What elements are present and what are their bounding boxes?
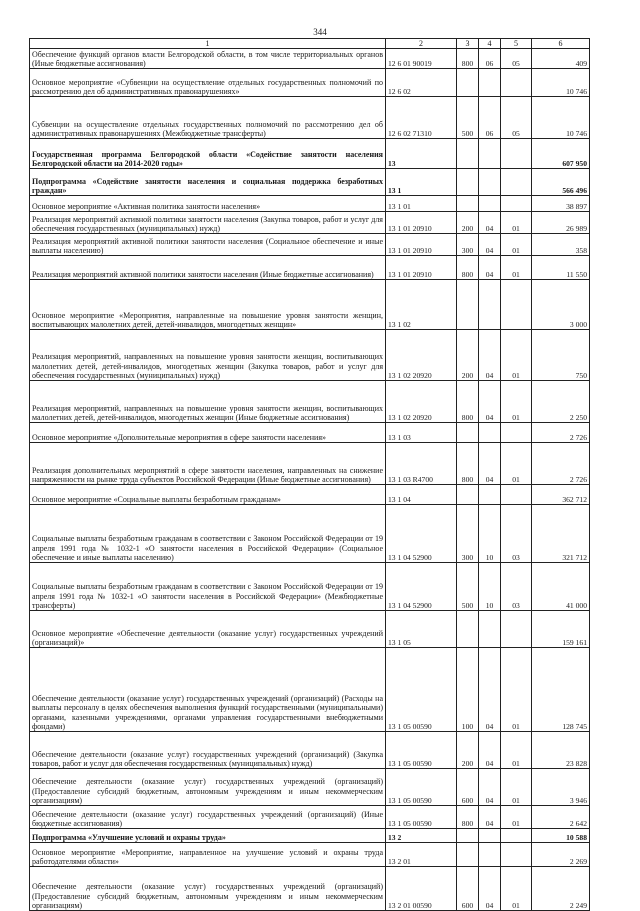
row-subsection-cell (501, 611, 532, 648)
row-subsection-cell: 01 (501, 732, 532, 769)
row-section-cell: 04 (479, 806, 501, 829)
row-name-cell: Социальные выплаты безработным гражданам в соответствии с Законом Российской Федерации от 19 апреля 1991 года № 1032-1 «О занятости населения в Российской Федерации» (Социальное обеспечение и иные выплаты населению) (30, 505, 386, 563)
table-row (30, 485, 590, 505)
row-subsection-cell: 01 (501, 806, 532, 829)
row-subsection-cell: 03 (501, 505, 532, 563)
row-amount-cell: 41 000 (532, 563, 590, 611)
row-code-cell: 13 2 01 (386, 843, 457, 867)
table-row (30, 139, 590, 169)
row-amount-cell: 26 989 (532, 212, 590, 234)
row-code-cell: 13 1 05 00590 (386, 769, 457, 806)
table-row (30, 648, 590, 732)
row-expense-type-cell (457, 485, 479, 505)
row-section-cell: 04 (479, 256, 501, 280)
row-code-cell: 13 1 05 00590 (386, 648, 457, 732)
row-code-cell: 13 1 05 00590 (386, 732, 457, 769)
header-code: 2 (386, 39, 457, 49)
row-code-cell: 12 6 02 (386, 69, 457, 97)
row-code-cell: 13 1 04 52900 (386, 505, 457, 563)
row-subsection-cell: 05 (501, 97, 532, 139)
budget-table (29, 38, 590, 911)
table-row (30, 196, 590, 212)
row-expense-type-cell: 200 (457, 330, 479, 381)
row-section-cell: 10 (479, 505, 501, 563)
row-name-cell: Основное мероприятие «Активная политика занятости населения» (30, 196, 386, 212)
row-subsection-cell (501, 485, 532, 505)
row-code-cell: 13 1 03 (386, 423, 457, 443)
row-expense-type-cell: 800 (457, 49, 479, 69)
row-amount-cell: 3 946 (532, 769, 590, 806)
row-amount-cell: 409 (532, 49, 590, 69)
row-code-cell: 13 (386, 139, 457, 169)
row-subsection-cell (501, 169, 532, 196)
row-subsection-cell: 01 (501, 234, 532, 256)
table-row (30, 443, 590, 485)
row-name-cell: Подпрограмма «Улучшение условий и охраны труда» (30, 829, 386, 843)
row-name-cell: Социальные выплаты безработным гражданам в соответствии с Законом Российской Федерации от 19 апреля 1991 года № 1032-1 «О занятости населения в Российской Федерации» (Межбюджетные трансферты) (30, 563, 386, 611)
row-name-cell: Подпрограмма «Содействие занятости населения и социальная поддержка безработных граждан» (30, 169, 386, 196)
row-section-cell (479, 485, 501, 505)
row-code-cell: 13 1 01 20910 (386, 256, 457, 280)
row-name-cell: Основное мероприятие «Субвенции на осуществление отдельных государственных полномочий по рассмотрению дел об административных правонарушениях» (30, 69, 386, 97)
table-row (30, 169, 590, 196)
row-subsection-cell (501, 280, 532, 330)
row-amount-cell: 159 161 (532, 611, 590, 648)
row-expense-type-cell: 800 (457, 256, 479, 280)
row-name-cell: Государственная программа Белгородской области «Содействие занятости населения Белгородской области на 2014-2020 годы» (30, 139, 386, 169)
row-code-cell: 13 1 02 20920 (386, 330, 457, 381)
row-code-cell: 13 1 01 20910 (386, 212, 457, 234)
row-section-cell: 04 (479, 648, 501, 732)
row-subsection-cell: 01 (501, 256, 532, 280)
row-amount-cell: 2 642 (532, 806, 590, 829)
row-subsection-cell (501, 139, 532, 169)
row-name-cell: Основное мероприятие «Социальные выплаты безработным гражданам» (30, 485, 386, 505)
row-name-cell: Основное мероприятие «Обеспечение деятельности (оказание услуг) государственных учреждений (организаций)» (30, 611, 386, 648)
row-code-cell: 13 1 04 52900 (386, 563, 457, 611)
row-section-cell (479, 843, 501, 867)
row-section-cell: 04 (479, 867, 501, 911)
row-section-cell (479, 196, 501, 212)
row-amount-cell: 10 588 (532, 829, 590, 843)
page-number: 344 (313, 27, 327, 37)
row-amount-cell: 607 950 (532, 139, 590, 169)
row-subsection-cell (501, 843, 532, 867)
row-expense-type-cell (457, 611, 479, 648)
row-section-cell: 04 (479, 732, 501, 769)
row-amount-cell: 38 897 (532, 196, 590, 212)
table-row (30, 423, 590, 443)
row-subsection-cell: 01 (501, 867, 532, 911)
row-subsection-cell: 01 (501, 381, 532, 423)
row-section-cell (479, 139, 501, 169)
row-expense-type-cell: 800 (457, 806, 479, 829)
row-code-cell: 13 1 05 (386, 611, 457, 648)
row-subsection-cell: 01 (501, 648, 532, 732)
row-expense-type-cell: 300 (457, 234, 479, 256)
row-amount-cell: 23 828 (532, 732, 590, 769)
row-expense-type-cell: 500 (457, 97, 479, 139)
row-expense-type-cell: 800 (457, 443, 479, 485)
table-row (30, 234, 590, 256)
header-subsection: 5 (501, 39, 532, 49)
table-row (30, 769, 590, 806)
row-code-cell: 12 6 02 71310 (386, 97, 457, 139)
row-name-cell: Основное мероприятие «Мероприятие, направленное на улучшение условий и охраны труда работодателями области» (30, 843, 386, 867)
row-code-cell: 13 1 01 20910 (386, 234, 457, 256)
table-row (30, 49, 590, 69)
row-code-cell: 13 1 (386, 169, 457, 196)
row-expense-type-cell (457, 69, 479, 97)
row-amount-cell: 321 712 (532, 505, 590, 563)
row-amount-cell: 3 000 (532, 280, 590, 330)
header-section: 4 (479, 39, 501, 49)
row-amount-cell: 2 726 (532, 423, 590, 443)
row-expense-type-cell: 800 (457, 381, 479, 423)
row-section-cell (479, 829, 501, 843)
header-expense-type: 3 (457, 39, 479, 49)
row-name-cell: Основное мероприятие «Дополнительные мероприятия в сфере занятости населения» (30, 423, 386, 443)
row-expense-type-cell: 200 (457, 732, 479, 769)
row-code-cell: 13 2 (386, 829, 457, 843)
row-subsection-cell: 03 (501, 563, 532, 611)
row-name-cell: Обеспечение деятельности (оказание услуг) государственных учреждений (организаций) (Закупка товаров, работ и услуг для обеспечения государственных (муниципальных) нужд) (30, 732, 386, 769)
row-section-cell: 10 (479, 563, 501, 611)
row-section-cell: 06 (479, 49, 501, 69)
table-row (30, 256, 590, 280)
row-subsection-cell (501, 423, 532, 443)
row-section-cell: 04 (479, 443, 501, 485)
row-subsection-cell: 01 (501, 443, 532, 485)
row-section-cell: 04 (479, 234, 501, 256)
table-row (30, 732, 590, 769)
row-expense-type-cell (457, 829, 479, 843)
row-code-cell: 13 1 02 20920 (386, 381, 457, 423)
table-row (30, 212, 590, 234)
row-name-cell: Реализация дополнительных мероприятий в сфере занятости населения, направленных на снижение напряженности на рынке труда субъектов Российской Федерации (Иные бюджетные ассигнования) (30, 443, 386, 485)
row-expense-type-cell: 200 (457, 212, 479, 234)
row-section-cell (479, 169, 501, 196)
table-row (30, 505, 590, 563)
row-subsection-cell (501, 69, 532, 97)
table-row (30, 843, 590, 867)
table-body (30, 49, 590, 911)
row-code-cell: 13 2 01 00590 (386, 867, 457, 911)
table-row (30, 280, 590, 330)
row-name-cell: Основное мероприятие «Мероприятия, направленные на повышение уровня занятости женщин, воспитывающих малолетних детей, детей-инвалидов, многодетных женщин» (30, 280, 386, 330)
row-name-cell: Реализация мероприятий, направленных на повышение уровня занятости женщин, воспитывающих малолетних детей, детей-инвалидов, многодетных женщин (Иные бюджетные ассигнования) (30, 381, 386, 423)
row-expense-type-cell (457, 423, 479, 443)
table-row (30, 563, 590, 611)
row-amount-cell: 358 (532, 234, 590, 256)
row-section-cell (479, 280, 501, 330)
row-amount-cell: 10 746 (532, 97, 590, 139)
table-row (30, 806, 590, 829)
row-expense-type-cell: 100 (457, 648, 479, 732)
row-amount-cell: 750 (532, 330, 590, 381)
row-section-cell: 06 (479, 97, 501, 139)
table-row (30, 829, 590, 843)
row-section-cell (479, 611, 501, 648)
row-name-cell: Субвенции на осуществление отдельных государственных полномочий по рассмотрению дел об административных правонарушениях (Межбюджетные трансферты) (30, 97, 386, 139)
row-amount-cell: 10 746 (532, 69, 590, 97)
row-name-cell: Обеспечение деятельности (оказание услуг) государственных учреждений (организаций) (Иные бюджетные ассигнования) (30, 806, 386, 829)
row-code-cell: 13 1 01 (386, 196, 457, 212)
row-code-cell: 13 1 02 (386, 280, 457, 330)
row-code-cell: 13 1 03 R4700 (386, 443, 457, 485)
row-name-cell: Обеспечение деятельности (оказание услуг) государственных учреждений (организаций) (Предоставление субсидий бюджетным, автономным учреждениям и иным некоммерческим организациям) (30, 867, 386, 911)
row-section-cell: 04 (479, 381, 501, 423)
row-expense-type-cell (457, 843, 479, 867)
row-code-cell: 13 1 05 00590 (386, 806, 457, 829)
row-name-cell: Обеспечение деятельности (оказание услуг) государственных учреждений (организаций) (Предоставление субсидий бюджетным, автономным учреждениям и иным некоммерческим организациям) (30, 769, 386, 806)
row-expense-type-cell: 600 (457, 867, 479, 911)
row-subsection-cell (501, 196, 532, 212)
row-name-cell: Реализация мероприятий активной политики занятости населения (Социальное обеспечение и иные выплаты населению) (30, 234, 386, 256)
header-amount: 6 (532, 39, 590, 49)
row-section-cell: 04 (479, 769, 501, 806)
row-name-cell: Реализация мероприятий активной политики занятости населения (Закупка товаров, работ и услуг для обеспечения государственных (муниципальных) нужд) (30, 212, 386, 234)
row-amount-cell: 11 550 (532, 256, 590, 280)
row-name-cell: Обеспечение функций органов власти Белгородской области, в том числе территориальных органов (Иные бюджетные ассигнования) (30, 49, 386, 69)
table-row (30, 97, 590, 139)
row-expense-type-cell (457, 280, 479, 330)
row-expense-type-cell: 500 (457, 563, 479, 611)
row-amount-cell: 128 745 (532, 648, 590, 732)
row-amount-cell: 2 269 (532, 843, 590, 867)
row-subsection-cell (501, 829, 532, 843)
table-row (30, 381, 590, 423)
row-section-cell (479, 69, 501, 97)
table-row (30, 867, 590, 911)
row-section-cell (479, 423, 501, 443)
row-amount-cell: 362 712 (532, 485, 590, 505)
row-amount-cell: 2 250 (532, 381, 590, 423)
row-code-cell: 12 6 01 90019 (386, 49, 457, 69)
row-expense-type-cell (457, 169, 479, 196)
row-code-cell: 13 1 04 (386, 485, 457, 505)
row-amount-cell: 566 496 (532, 169, 590, 196)
table-header (30, 39, 590, 49)
row-name-cell: Обеспечение деятельности (оказание услуг) государственных учреждений (организаций) (Расходы на выплаты персоналу в целях обеспечения выполнения функций государственными (муниципальными) органами, казенными учреждениями, органами управления государственными внебюджетными фондами) (30, 648, 386, 732)
row-name-cell: Реализация мероприятий, направленных на повышение уровня занятости женщин, воспитывающих малолетних детей, детей-инвалидов, многодетных женщин (Закупка товаров, работ и услуг для обеспечения государственных (муниципальных) нужд) (30, 330, 386, 381)
row-subsection-cell: 01 (501, 212, 532, 234)
row-section-cell: 04 (479, 212, 501, 234)
row-amount-cell: 2 726 (532, 443, 590, 485)
header-row (30, 39, 590, 49)
row-name-cell: Реализация мероприятий активной политики занятости населения (Иные бюджетные ассигнования) (30, 256, 386, 280)
row-section-cell: 04 (479, 330, 501, 381)
row-subsection-cell: 01 (501, 769, 532, 806)
header-name: 1 (30, 39, 386, 49)
row-expense-type-cell (457, 139, 479, 169)
row-amount-cell: 2 249 (532, 867, 590, 911)
table-row (30, 330, 590, 381)
row-expense-type-cell: 600 (457, 769, 479, 806)
table-row (30, 69, 590, 97)
row-expense-type-cell (457, 196, 479, 212)
row-expense-type-cell: 300 (457, 505, 479, 563)
table-row (30, 611, 590, 648)
row-subsection-cell: 01 (501, 330, 532, 381)
row-subsection-cell: 05 (501, 49, 532, 69)
